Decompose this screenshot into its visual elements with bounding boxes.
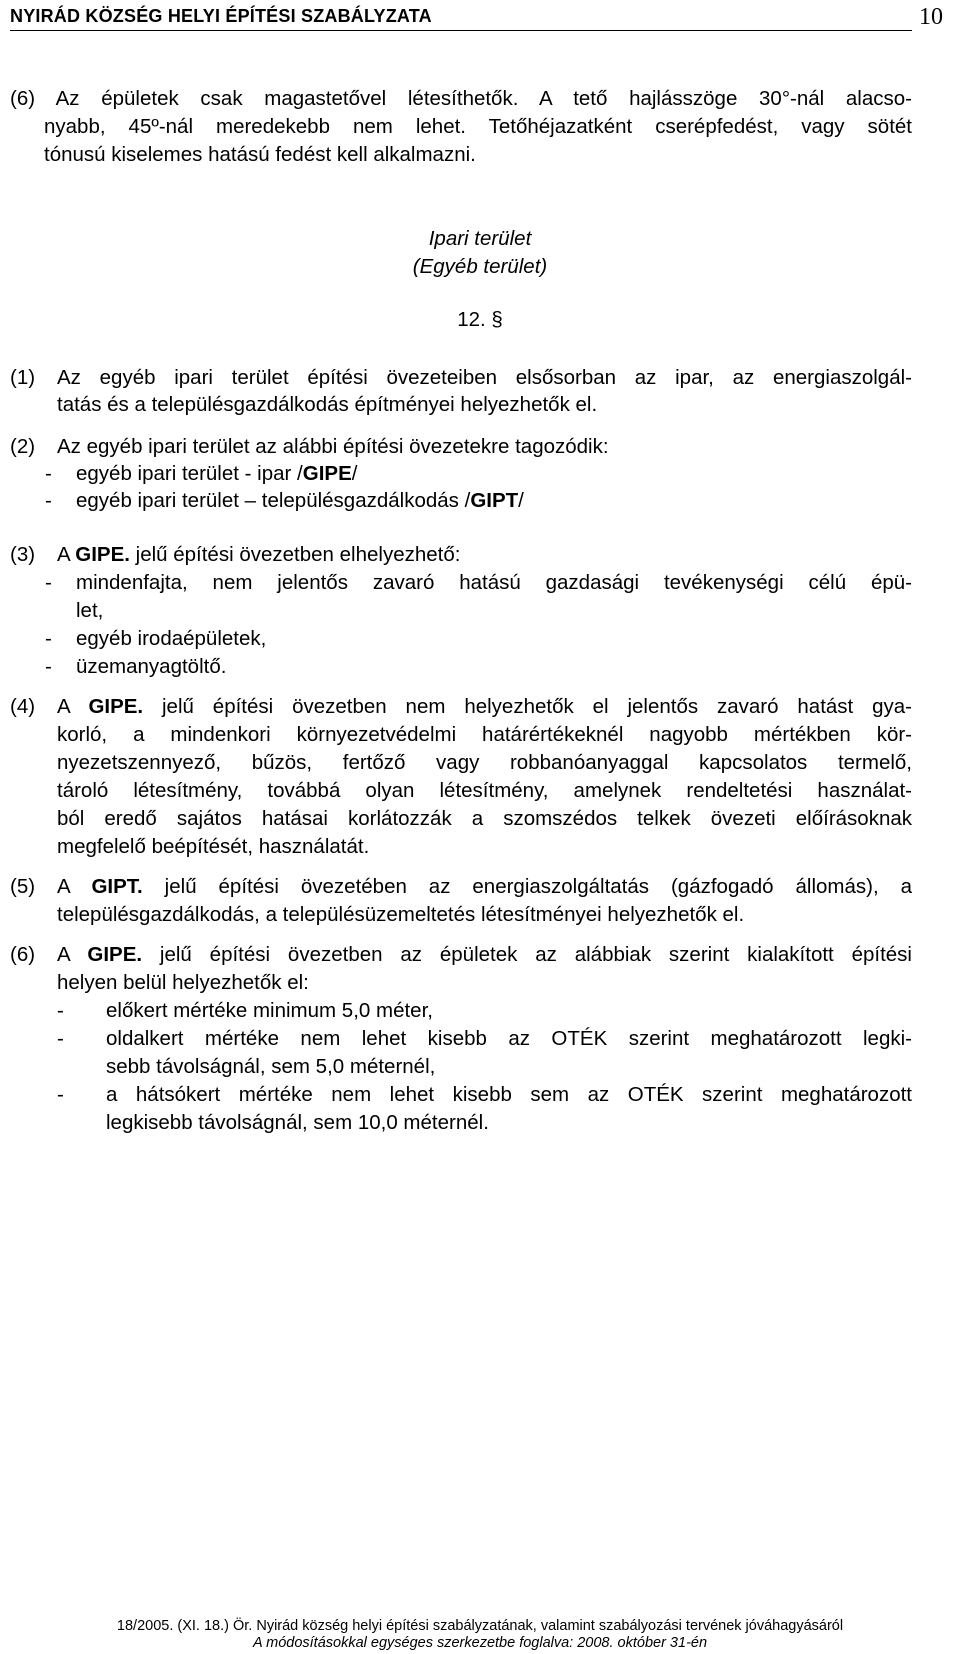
p6-line-1: A GIPE. jelű építési övezetben az épületek az alábbiak szerint kialakított építési: [57, 943, 912, 966]
bullet: -: [45, 655, 52, 678]
list-item: üzemanyagtöltő.: [76, 655, 227, 678]
section-heading: Ipari terület: [428, 227, 532, 250]
list-item: előkert mértéke minimum 5,0 méter,: [106, 999, 433, 1022]
p4-line-2: korló, a mindenkori környezetvédelmi határértékeknél nagyobb mértékben kör-: [57, 723, 912, 746]
bullet: -: [57, 1027, 64, 1050]
p4-number: (4): [10, 695, 36, 718]
p2-line-1: Az egyéb ipari terület az alábbi építési övezetekre tagozódik:: [57, 435, 609, 458]
section-subheading: (Egyéb terület): [412, 255, 548, 278]
p3-line-1: A GIPE. jelű építési övezetben elhelyezhető:: [57, 543, 461, 566]
bullet: -: [45, 627, 52, 650]
p5-line-2: településgazdálkodás, a településüzemeltetés létesítményei helyezhetők el.: [57, 903, 745, 926]
section-number: 12. §: [457, 308, 503, 331]
p5-number: (5): [10, 875, 36, 898]
bullet: -: [45, 571, 52, 594]
p4-line-4: tároló létesítmény, továbbá olyan létesítmény, amelynek rendeltetési használat-: [57, 779, 912, 802]
p6-line-2: helyen belül helyezhetők el:: [57, 971, 309, 994]
intro-line-1: (6) Az épületek csak magastetővel létesíthetők. A tető hajlásszöge 30°-nál alacso-: [10, 87, 912, 110]
bullet: -: [45, 489, 52, 512]
list-item: a hátsókert mértéke nem lehet kisebb sem az OTÉK szerint meghatározott: [106, 1083, 912, 1106]
list-item-continued: let,: [76, 599, 104, 622]
p4-line-1: A GIPE. jelű építési övezetben nem helyezhetők el jelentős zavaró hatást gya-: [57, 695, 912, 718]
bullet: -: [45, 462, 52, 485]
p5-line-1: A GIPT. jelű építési övezetében az energiaszolgáltatás (gázfogadó állomás), a: [57, 875, 912, 898]
p6-number: (6): [10, 943, 36, 966]
list-item-continued: sebb távolságnál, sem 5,0 méternél,: [106, 1055, 436, 1078]
list-item: egyéb ipari terület - ipar /GIPE/: [76, 462, 358, 485]
bullet: -: [57, 999, 64, 1022]
list-item: oldalkert mértéke nem lehet kisebb az OTÉK szerint meghatározott legki-: [106, 1027, 912, 1050]
p4-line-6: megfelelő beépítését, használatát.: [57, 835, 370, 858]
list-item: egyéb ipari terület – településgazdálkodás /GIPT/: [76, 489, 524, 512]
p4-line-5: ból eredő sajátos hatásai korlátozzák a szomszédos telkek övezeti előírásoknak: [57, 807, 912, 830]
page-number: 10: [919, 4, 943, 30]
intro-line-2: nyabb, 45º-nál meredekebb nem lehet. Tetőhéjazatként cserépfedést, vagy sötét: [44, 115, 912, 138]
p1-number: (1): [10, 366, 36, 389]
footer-line-2: A módosításokkal egységes szerkezetbe foglalva: 2008. október 31-én: [252, 1635, 708, 1651]
header-rule: [10, 30, 912, 31]
list-item-continued: legkisebb távolságnál, sem 10,0 méternél.: [106, 1111, 489, 1134]
list-item: mindenfajta, nem jelentős zavaró hatású gazdasági tevékenységi célú épü-: [76, 571, 912, 594]
footer-line-1: 18/2005. (XI. 18.) Ör. Nyirád község helyi építési szabályzatának, valamint szabályozási tervének jóváhagyásáról: [116, 1618, 844, 1634]
p2-number: (2): [10, 435, 36, 458]
intro-line-3: tónusú kiselemes hatású fedést kell alkalmazni.: [44, 143, 476, 166]
p3-number: (3): [10, 543, 36, 566]
p4-line-3: nyezetszennyező, bűzös, fertőző vagy robbanóanyaggal kapcsolatos termelő,: [57, 751, 912, 774]
p1-line-1: Az egyéb ipari terület építési övezeteiben elsősorban az ipar, az energiaszolgál-: [57, 366, 912, 389]
bullet: -: [57, 1083, 64, 1106]
list-item: egyéb irodaépületek,: [76, 627, 267, 650]
p1-line-2: tatás és a településgazdálkodás építményei helyezhetők el.: [57, 393, 598, 416]
header-title: NYIRÁD KÖZSÉG HELYI ÉPÍTÉSI SZABÁLYZATA: [10, 6, 432, 26]
